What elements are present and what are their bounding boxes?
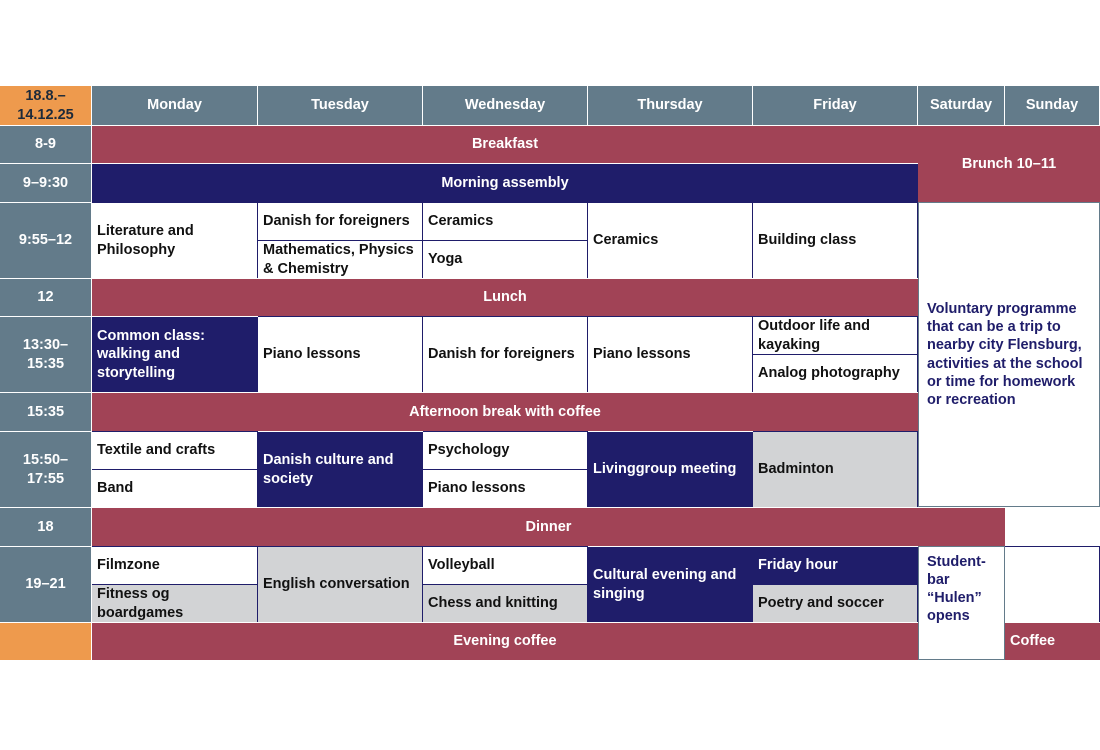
class-thu-morning xyxy=(588,202,753,278)
class-thu-morning-text: Ceramics xyxy=(593,232,659,249)
time-morning xyxy=(0,202,92,278)
class-fri-late-text: Badminton xyxy=(758,461,834,478)
class-thu-late-text: Livinggroup meeting xyxy=(593,461,737,478)
day-header-monday xyxy=(92,86,258,125)
time-lunch-text: 12 xyxy=(37,289,54,306)
dinner-bar-text: Dinner xyxy=(525,518,572,535)
class-thu-late xyxy=(588,431,753,507)
sunday-coffee-text: Coffee xyxy=(1010,633,1056,650)
class-fri-evening-2 xyxy=(753,584,918,622)
class-wed-late-1 xyxy=(423,431,588,469)
class-wed-late-1-text: Psychology xyxy=(428,442,510,459)
time-afternoon xyxy=(0,316,92,392)
class-tue-morning-2 xyxy=(258,240,423,278)
day-header-sunday xyxy=(1005,86,1100,125)
class-mon-late-1 xyxy=(92,431,258,469)
class-fri-late xyxy=(753,431,918,507)
time-evening-text: 19–21 xyxy=(25,576,66,593)
time-breakfast xyxy=(0,125,92,163)
time-lunch xyxy=(0,278,92,316)
class-wed-morning-2 xyxy=(423,240,588,278)
day-header-tuesday xyxy=(258,86,423,125)
day-header-wednesday-text: Wednesday xyxy=(464,97,546,114)
class-fri-evening-1-text: Friday hour xyxy=(758,557,838,574)
class-wed-morning-2-text: Yoga xyxy=(428,251,463,268)
class-tue-morning-1-text: Danish for foreigners xyxy=(263,213,410,230)
class-wed-evening-2-text: Chess and knitting xyxy=(428,595,558,612)
day-header-thursday-text: Thursday xyxy=(637,97,703,114)
class-mon-evening-2 xyxy=(92,584,258,622)
class-tue-morning-2-text: Mathematics, Physics & Chemistry xyxy=(263,242,414,277)
class-wed-morning-1-text: Ceramics xyxy=(428,213,494,230)
class-mon-evening-2-text: Fitness og boardgames xyxy=(97,586,184,621)
time-evening-coffee xyxy=(0,622,92,660)
time-afternoon-text: 13:30– 15:35 xyxy=(22,337,69,372)
time-dinner xyxy=(0,507,92,546)
class-wed-evening-1-text: Volleyball xyxy=(428,557,495,574)
time-late xyxy=(0,431,92,507)
class-wed-afternoon-text: Danish for foreigners xyxy=(428,346,575,363)
class-mon-evening-1 xyxy=(92,546,258,584)
period-header-text: 18.8.– 14.12.25 xyxy=(17,88,74,123)
voluntary-programme xyxy=(918,202,1100,507)
studentbar-cell xyxy=(918,546,1005,660)
day-header-friday-text: Friday xyxy=(813,97,857,114)
sunday-evening-blank xyxy=(1005,546,1100,622)
class-wed-late-2-text: Piano lessons xyxy=(428,480,526,497)
time-morning-text: 9:55–12 xyxy=(18,232,73,249)
day-header-monday-text: Monday xyxy=(147,97,202,114)
class-tue-afternoon xyxy=(258,316,423,392)
class-fri-morning-text: Building class xyxy=(758,232,857,249)
class-wed-afternoon xyxy=(423,316,588,392)
time-late-text: 15:50– 17:55 xyxy=(22,452,69,487)
class-fri-evening-1 xyxy=(753,546,918,584)
class-tue-evening-text: English conversation xyxy=(263,576,410,593)
evening-coffee-bar xyxy=(92,622,918,660)
class-tue-late-text: Danish culture and society xyxy=(263,452,394,487)
class-thu-afternoon xyxy=(588,316,753,392)
day-header-wednesday xyxy=(423,86,588,125)
breakfast-bar xyxy=(92,125,918,163)
class-wed-late-2 xyxy=(423,469,588,507)
class-mon-afternoon-text: Common class: walking and storytelling xyxy=(97,328,205,381)
brunch-cell-text: Brunch 10–11 xyxy=(961,155,1057,172)
day-header-sunday-text: Sunday xyxy=(1025,97,1079,114)
class-fri-afternoon-1-text: Outdoor life and kayaking xyxy=(758,318,870,353)
time-evening xyxy=(0,546,92,622)
afternoon-break-bar xyxy=(92,392,918,431)
time-breakfast-text: 8-9 xyxy=(35,136,56,153)
breakfast-bar-text: Breakfast xyxy=(471,136,539,153)
lunch-bar xyxy=(92,278,918,316)
class-fri-afternoon-2-text: Analog photography xyxy=(758,365,900,382)
time-assembly xyxy=(0,163,92,202)
class-fri-afternoon-1 xyxy=(753,316,918,354)
sunday-coffee xyxy=(1005,622,1100,660)
class-thu-evening xyxy=(588,546,753,622)
day-header-friday xyxy=(753,86,918,125)
class-mon-late-1-text: Textile and crafts xyxy=(97,442,216,459)
class-thu-afternoon-text: Piano lessons xyxy=(593,346,691,363)
day-header-thursday xyxy=(588,86,753,125)
voluntary-programme-text: Voluntary programme that can be a trip to nearby city Flensburg, activities at the school or time for homework or recreation xyxy=(927,301,1083,408)
time-dinner-text: 18 xyxy=(37,518,54,535)
time-coffee-text: 15:35 xyxy=(26,403,65,420)
afternoon-break-bar-text: Afternoon break with coffee xyxy=(409,403,601,420)
class-mon-late-2 xyxy=(92,469,258,507)
assembly-bar xyxy=(92,163,918,202)
class-mon-afternoon xyxy=(92,316,258,392)
dinner-bar xyxy=(92,507,1005,546)
class-mon-morning xyxy=(92,202,258,278)
day-header-saturday-text: Saturday xyxy=(929,97,993,114)
class-tue-late xyxy=(258,431,423,507)
studentbar-cell-text: Student- bar “Hulen” opens xyxy=(927,554,986,625)
day-header-tuesday-text: Tuesday xyxy=(311,97,369,114)
day-header-saturday xyxy=(918,86,1005,125)
period-header xyxy=(0,86,92,125)
evening-coffee-bar-text: Evening coffee xyxy=(453,633,557,650)
class-tue-evening xyxy=(258,546,423,622)
class-mon-morning-text: Literature and Philosophy xyxy=(97,223,194,258)
class-mon-late-2-text: Band xyxy=(97,480,134,497)
class-wed-morning-1 xyxy=(423,202,588,240)
lunch-bar-text: Lunch xyxy=(483,289,527,306)
class-wed-evening-1 xyxy=(423,546,588,584)
time-coffee xyxy=(0,392,92,431)
time-assembly-text: 9–9:30 xyxy=(22,174,69,191)
class-fri-afternoon-2 xyxy=(753,354,918,392)
class-tue-afternoon-text: Piano lessons xyxy=(263,346,361,363)
class-fri-evening-2-text: Poetry and soccer xyxy=(758,595,884,612)
class-fri-morning xyxy=(753,202,918,278)
brunch-cell xyxy=(918,125,1100,202)
class-tue-morning-1 xyxy=(258,202,423,240)
class-thu-evening-text: Cultural evening and singing xyxy=(593,567,737,602)
assembly-bar-text: Morning assembly xyxy=(441,174,569,191)
class-mon-evening-1-text: Filmzone xyxy=(97,557,160,574)
class-wed-evening-2 xyxy=(423,584,588,622)
